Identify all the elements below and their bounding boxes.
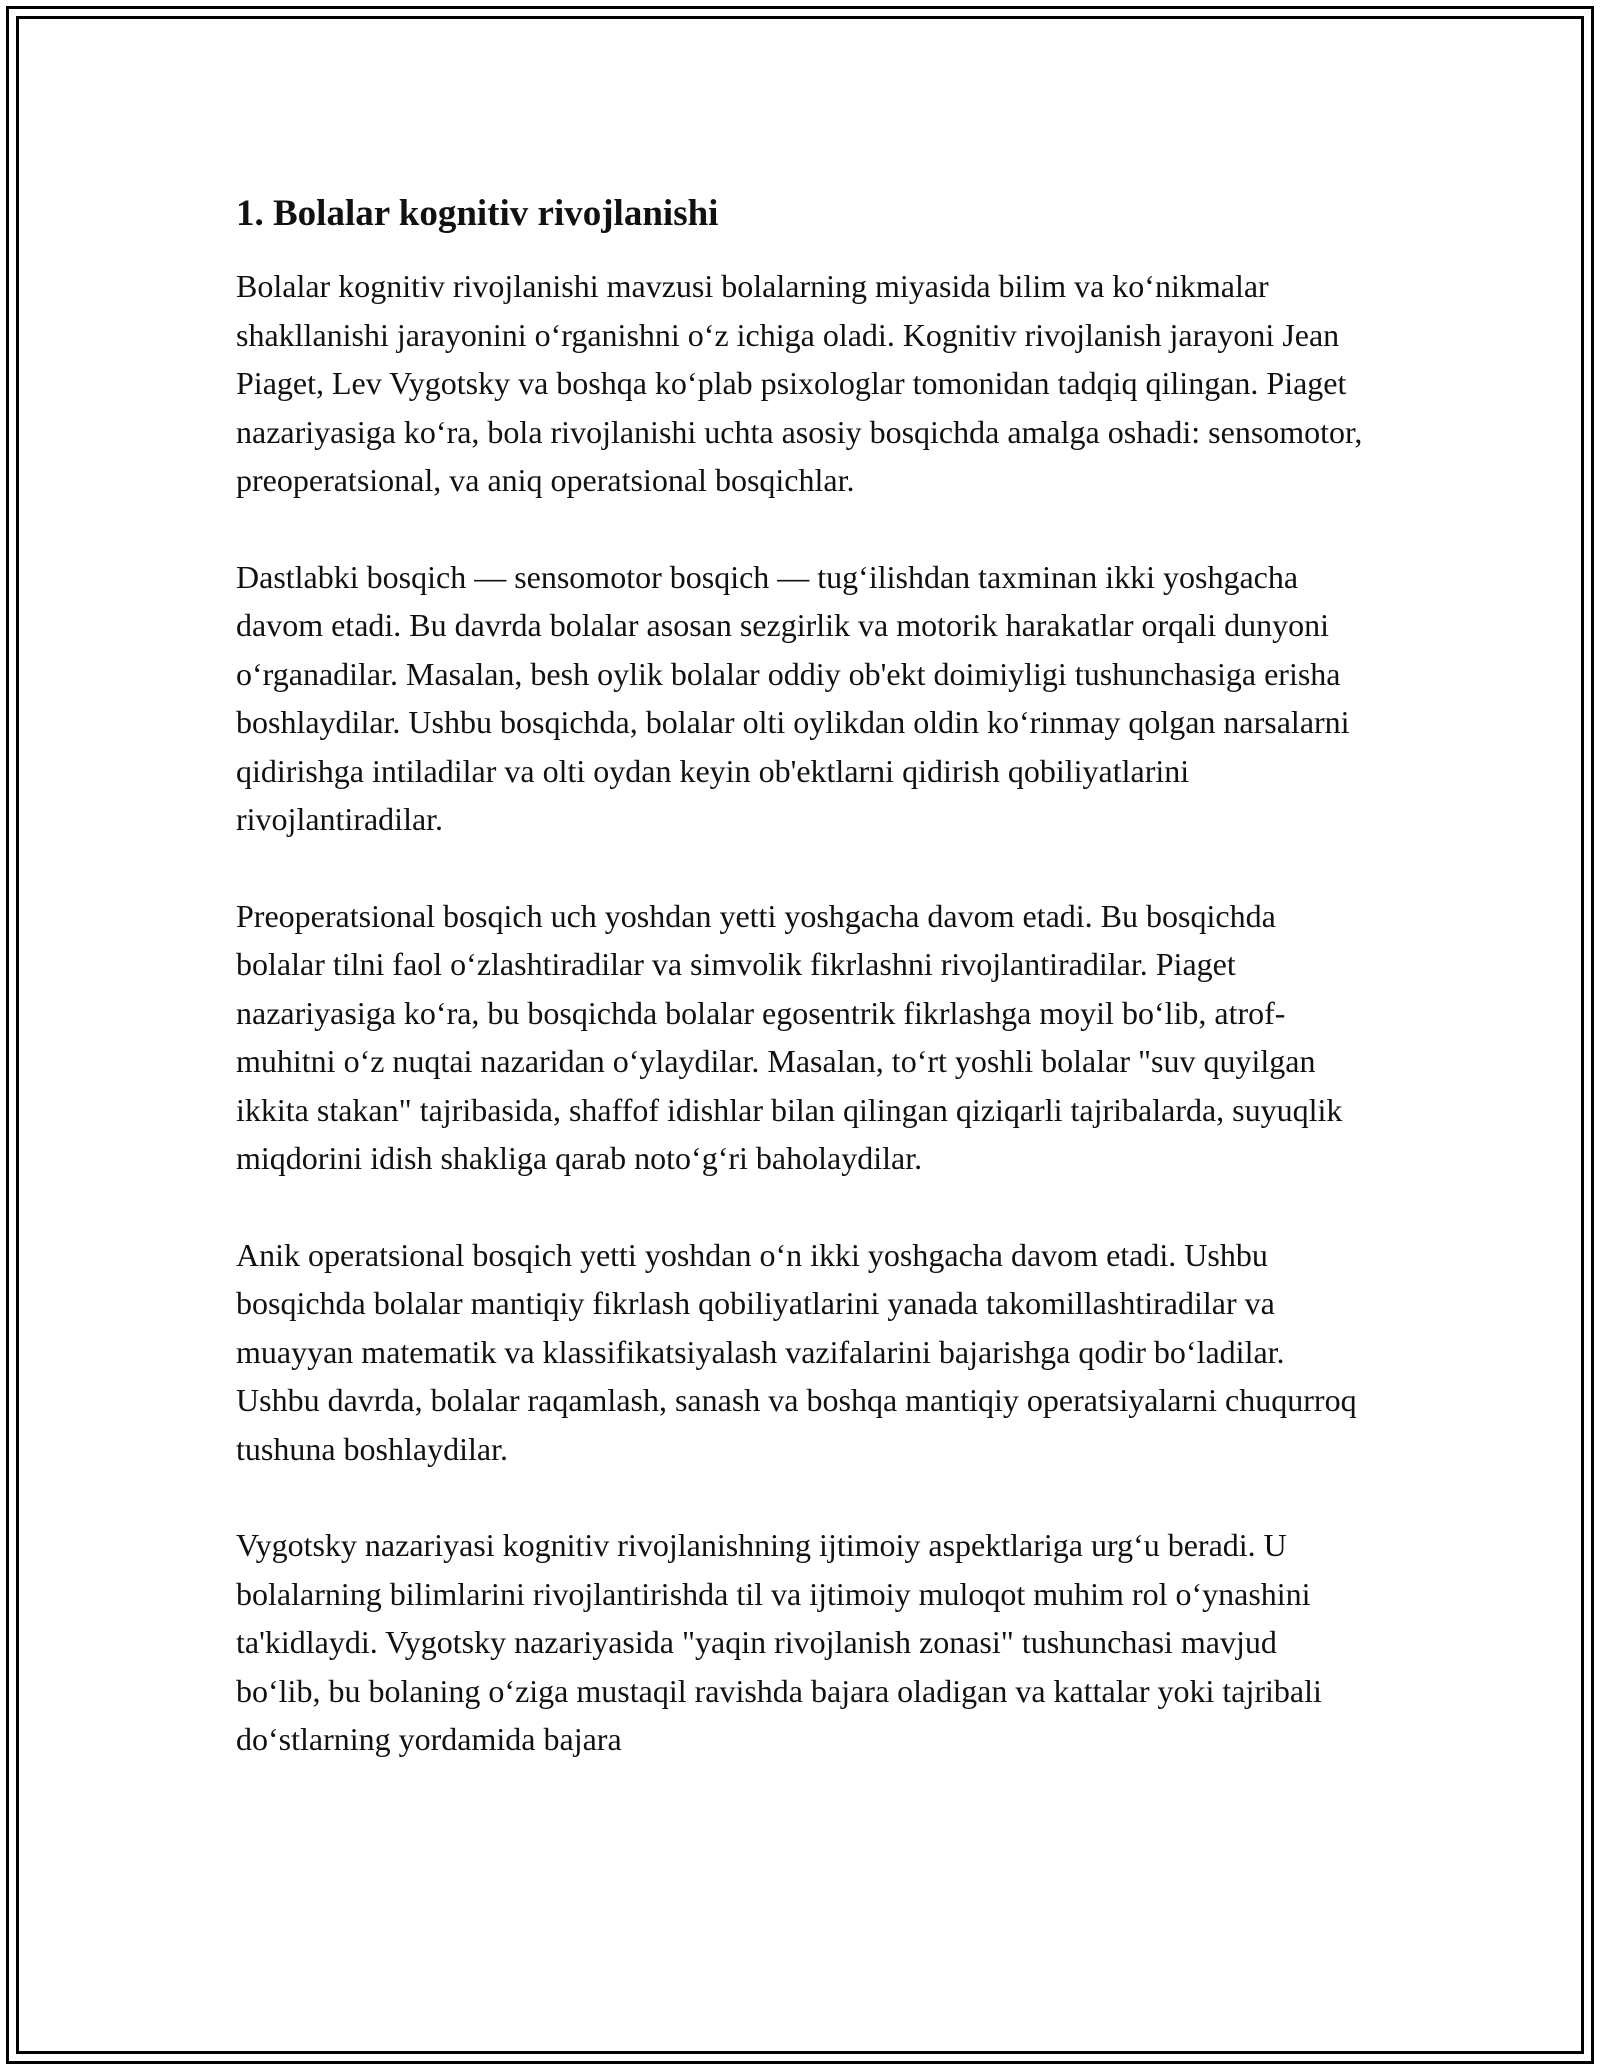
paragraph-preoperational: Preoperatsional bosqich uch yoshdan yetti yoshgacha davom etadi. Bu bosqichda bolalar tilni faol o‘zlashtiradilar va simvolik fikrlashni rivojlantiradilar. Piaget nazariyasiga ko‘ra, bu bosqichda bolalar egosentrik fikrlashga moyil bo‘lib, atrof-muhitni o‘z nuqtai nazaridan o‘ylaydilar. Masalan, to‘rt yoshli bolalar "suv quyilgan ikkita stakan" tajribasida, shaffof idishlar bilan qilingan qiziqarli tajribalarda, suyuqlik miqdorini idish shakliga qarab noto‘g‘ri baholaydilar. [236,897,1343,1176]
paragraph-vygotsky: Vygotsky nazariyasi kognitiv rivojlanishning ijtimoiy aspektlariga urg‘u beradi. U bolalarning bilimlarini rivojlantirishda til va ijtimoiy muloqot muhim rol o‘ynashini ta'kidlaydi. Vygotsky nazariyasida "yaqin rivojlanish zonasi" tushunchasi mavjud bo‘lib, bu bolaning o‘ziga mustaqil ravishda bajara oladigan va kattalar yoki tajribali do‘stlarning yordamida bajara [236,1527,1322,1757]
section-heading: 1. Bolalar kognitiv rivojlanishi [236,193,719,234]
paragraph-sensorimotor: Dastlabki bosqich — sensomotor bosqich — tug‘ilishdan taxminan ikki yoshgacha davom etadi. Bu davrda bolalar asosan sezgirlik va motorik harakatlar orqali dunyoni o‘rganadilar. Masalan, besh oylik bolalar oddiy ob'ekt doimiyligi tushunchasiga erisha boshlaydilar. Ushbu bosqichda, bolalar olti oylikdan oldin ko‘rinmay qolgan narsalarni qidirishga intiladilar va olti oydan keyin ob'ektlarni qidirish qobiliyatlarini rivojlantiradilar. [236,558,1350,837]
document-body [236,188,1366,1812]
paragraph-concrete-operational: Anik operatsional bosqich yetti yoshdan o‘n ikki yoshgacha davom etadi. Ushbu bosqichda bolalar mantiqiy fikrlash qobiliyatlarini yanada takomillashtiradilar va muayyan matematik va klassifikatsiyalash vazifalarini bajarishga qodir bo‘ladilar. Ushbu davrda, bolalar raqamlash, sanash va boshqa mantiqiy operatsiyalarni chuqurroq tushuna boshlaydilar. [236,1236,1357,1467]
paragraph-intro: Bolalar kognitiv rivojlanishi mavzusi bolalarning miyasida bilim va ko‘nikmalar shakllanishi jarayonini o‘rganishni o‘z ichiga oladi. Kognitiv rivojlanish jarayoni Jean Piaget, Lev Vygotsky va boshqa ko‘plab psixologlar tomonidan tadqiq qilingan. Piaget nazariyasiga ko‘ra, bola rivojlanishi uchta asosiy bosqichda amalga oshadi: sensomotor, preoperatsional, va aniq operatsional bosqichlar. [236,268,1363,498]
